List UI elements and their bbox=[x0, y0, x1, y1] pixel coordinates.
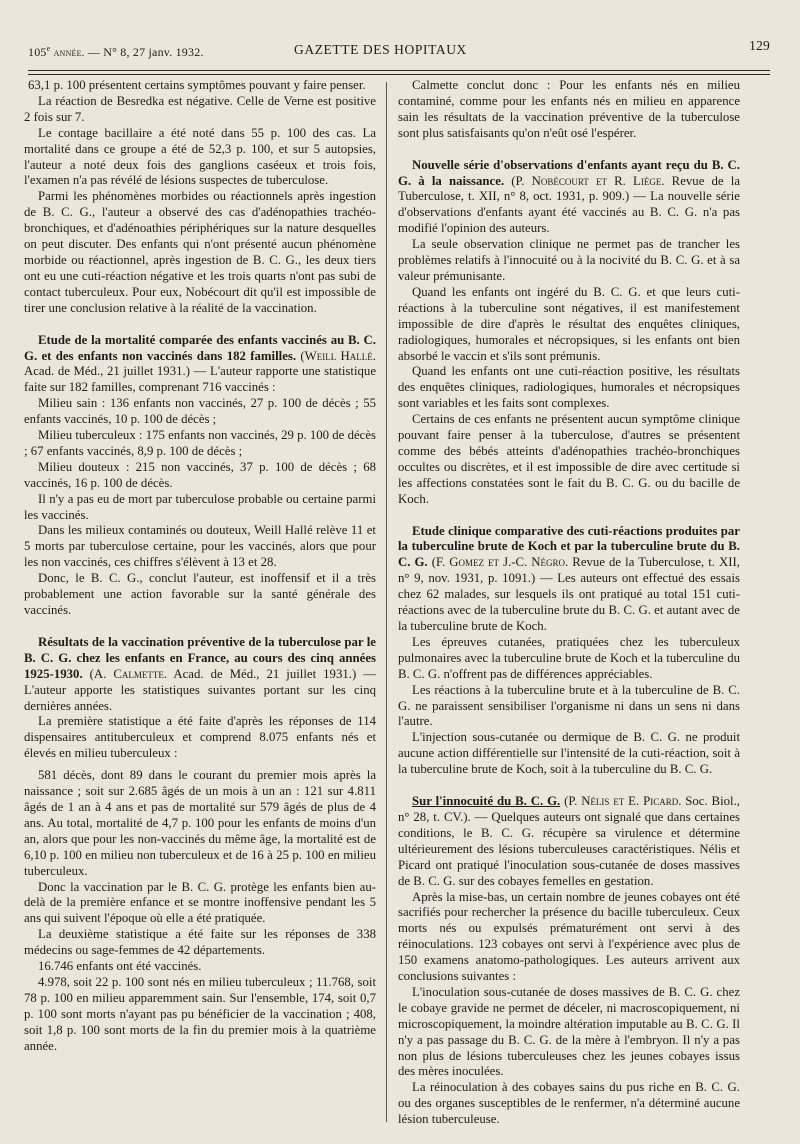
paragraph: La deuxième statistique a été faite sur les réponses de 338 médecins ou sage-femmes de 42 départements. bbox=[24, 927, 376, 958]
ref-open: ( bbox=[300, 348, 305, 363]
paragraph: Les épreuves cutanées, pratiquées chez les tuberculeux pulmonaires avec la tuberculine brute de Koch et la tuberculine du B. C. G. n'offrent pas de différences appréciables. bbox=[398, 634, 740, 681]
ref-open: (A. bbox=[89, 666, 114, 681]
left-column bbox=[24, 78, 376, 1054]
paragraph: Parmi les phénomènes morbides ou réactionnels après ingestion de B. C. G., l'auteur a observé des cas d'adénopathies trachéo-bronchiques, et d'adénoathies périphériques sur la nature desquelles on peut discuter. Des enfants qui n'ont présenté aucun phénomène morbide ou réactionnel, après ingestion de B. C. G., les deux tiers ont eu une cuti-réaction négative et les trois quarts n'ont pas subi de contact tuberculeux. Pour eux, Nobécourt dit qu'il est impossible de tirer une conclusion relative à la réalité de la vaccination. bbox=[24, 189, 376, 315]
ref-open: (F. bbox=[431, 555, 450, 570]
paragraph: Après la mise-bas, un certain nombre de jeunes cobayes ont été sacrifiés pour rechercher la présence du bacille tuberculeux. Ceux morts nés ou expulsés prématurément ont servi à des réinoculations. 123 cobayes ont servi à l'expérience avec plus de 150 examens anatomo-pathologiques. Les auteurs arrivent aux conclusions suivantes : bbox=[398, 889, 740, 984]
section-title: Sur l'innocuité du B. C. G. bbox=[412, 794, 561, 809]
ref-author: Nobécourt et R. Liège bbox=[531, 173, 662, 188]
journal-title: GAZETTE DES HOPITAUX bbox=[294, 42, 467, 57]
paragraph: Donc, le B. C. G., conclut l'auteur, est inoffensif et il a très probablement une action favorable sur la santé générale des vaccinés. bbox=[24, 571, 376, 617]
paragraph: Milieu tuberculeux : 175 enfants non vaccinés, 29 p. 100 de décès ; 67 enfants vaccinés, 8,9 p. 100 de décès ; bbox=[24, 428, 376, 458]
right-column bbox=[398, 78, 740, 1128]
paragraph: Les réactions à la tuberculine brute et à la tuberculine de B. C. G. ne paraissent sensibiliser l'organisme ni dans un sens ni dans l'autre. bbox=[398, 682, 740, 729]
column-divider bbox=[386, 82, 387, 1122]
ref-text: . Revue de la Tuberculose, t. XII, n° 8, oct. 1931, p. 909.) — La nouvelle série d'observations d'enfants ayant été vaccinés au B. C. G. n'a pas modifié l'opinion des auteurs. bbox=[398, 173, 741, 236]
paragraph: L'inoculation sous-cutanée de doses massives de B. C. G. chez le cobaye gravide ne permet de déceler, ni macroscopiquement, ni microscopiquement, la moindre altération imputable au B. C. G. Il n'y a pas passage du B. C. G. de la mère à l'embryon. Il n'y a pas non plus de lésions tuberculeuses chez les jeunes cobayes issus des mères inoculées. bbox=[398, 984, 740, 1079]
issue-sup: e bbox=[46, 44, 51, 53]
header-rule-thin bbox=[28, 74, 770, 75]
page-header bbox=[28, 36, 770, 64]
section-title: Nouvelle série d'observations d'enfants ayant reçu du B. C. G. à la naissance. bbox=[398, 157, 740, 188]
paragraph: Quand les enfants ont ingéré du B. C. G. et que leurs cuti-réactions à la tuberculine sont négatives, il est manifestement impossible de dire d'après le résultat des enquêtes cliniques, radiologiques, humorales et nécropsiques, si les enfants ont bien absorbé le vaccin et s'ils sont prémunis. bbox=[398, 284, 740, 363]
section-title: Etude de la mortalité comparée des enfants vaccinés au B. C. G. et des enfants non vaccinés dans 182 familles. bbox=[24, 332, 376, 363]
ref-author: Nélis et E. Picard bbox=[581, 794, 679, 809]
issue-word: année. bbox=[53, 47, 85, 59]
paragraph: 63,1 p. 100 présentent certains symptômes pouvant y faire penser. bbox=[28, 78, 366, 92]
paragraph: Le contage bacillaire a été noté dans 55 p. 100 des cas. La mortalité dans ce groupe a été de 52,3 p. 100, et sur 5 autopsies, l'auteur a noté deux fois des ganglions caséeux et trois fois, l'examen n'a pas révélé de lésions suspectes de tuberculose. bbox=[24, 125, 376, 188]
paragraph: Donc la vaccination par le B. C. G. protège les enfants bien au-delà de la première enfance et se montre inoffensive pendant les 5 ans qui suivent l'époque où elle a été pratiquée. bbox=[24, 879, 376, 926]
paragraph: Il n'y a pas eu de mort par tuberculose probable ou certaine parmi les vaccinés. bbox=[24, 491, 376, 522]
paragraph: Milieu douteux : 215 non vaccinés, 37 p. 100 de décès ; 68 vaccinés, 16 p. 100 de décès. bbox=[24, 459, 376, 490]
paragraph: 16.746 enfants ont été vaccinés. bbox=[38, 959, 202, 974]
ref-text: . Acad. de Méd., 21 juillet 1931.) — L'auteur rapporte une statistique faite sur 182 familles, comprenant 716 vaccinés : bbox=[24, 348, 376, 395]
section-heading-mortality bbox=[24, 333, 376, 397]
ref-open: (P. bbox=[564, 794, 582, 809]
paragraph: Calmette conclut donc : Pour les enfants nés en milieu contaminé, comme pour les enfants nés en milieu en apparence sain les résultats de la vaccination préventive de la tuberculose sont plus satisfaisants qu'on n'eût osé l'espérer. bbox=[398, 78, 740, 140]
paragraph: 581 décès, dont 89 dans le courant du premier mois après la naissance ; soit sur 2.685 âgés de un mois à un an : 121 sur 4.811 âgés de 1 an à 4 ans et pas de mortalité sur 579 âgés de plus de 4 ans. Au total, mortalité de 4,7 p. 100 pour les enfants de moins d'un an, alors que pour les non-vaccinés du même âge, la mortalité est de 6,10 p. 100 en milieu non tuberculeux et de 16 à 25 p. 100 en milieu tuberculeux. bbox=[24, 768, 376, 878]
section-title: Etude clinique comparative des cuti-réactions produites par la tuberculine brute de Koch et par la tuberculine brute du B. C. G. bbox=[398, 523, 740, 570]
issue-number: 105 bbox=[28, 45, 47, 59]
ref-text: . Acad. de Méd., 21 juillet 1931.) — L'auteur apporte les statistiques suivantes portant sur les cinq dernières années. bbox=[24, 666, 376, 713]
issue-date: — N° 8, 27 janv. 1932. bbox=[87, 45, 204, 59]
paragraph: Certains de ces enfants ne présentent aucun symptôme clinique pouvant faire penser à la tuberculose, d'autres se présentent comme des bébés atteints d'adénopathies trachéo-bronchiques occultes ou discrètes, et il est impossible de dire avec certitude si les affections constatées sont le fait du B. C. G. ou du bacille de Koch. bbox=[398, 412, 740, 506]
section-heading-vaccination-results bbox=[24, 635, 376, 715]
ref-open: (P. bbox=[511, 173, 532, 188]
ref-text: . Soc. Biol., n° 28, t. CV.). — Quelques auteurs ont signalé que dans certaines conditions, le B. C. G. récupère sa virulence et détermine ultérieurement des lésions tuberculeuses caractéristiques. Nélis et Picard ont pratiqué l'inoculation sous-cutanée de doses massives de B. C. G. sur des cobayes femelles en gestation. bbox=[398, 794, 741, 888]
ref-author: Gomez et J.-C. Négro bbox=[449, 555, 566, 570]
paragraph: Dans les milieux contaminés ou douteux, Weill Hallé relève 11 et 5 morts par tuberculose certaine, pour les vaccinés, alors que pour les non vaccinés, ces chiffres s'élèvent à 13 et 28. bbox=[24, 523, 376, 570]
section-heading-cuti-reactions bbox=[398, 524, 740, 635]
paragraph: La réinoculation à des cobayes sains du pus riche en B. C. G. ou des organes susceptibles de le renfermer, n'a déterminé aucune lésion tuberculeuse. bbox=[398, 1080, 740, 1127]
paragraph: La réaction de Besredka est négative. Celle de Verne est positive 2 fois sur 7. bbox=[24, 93, 376, 124]
ref-author: Weill Hallé bbox=[304, 348, 373, 363]
section-title: Résultats de la vaccination préventive de la tuberculose par le B. C. G. chez les enfants en France, au cours des cinq années 1925-1930. bbox=[24, 634, 376, 681]
section-heading-new-series bbox=[398, 158, 740, 238]
page-number: 129 bbox=[749, 38, 770, 53]
ref-author: Calmette bbox=[113, 666, 164, 681]
paragraph: La première statistique a été faite d'après les réponses de 114 dispensaires antituberculeux et comprend 8.075 enfants nés et élevés en milieu tuberculeux : bbox=[24, 714, 376, 761]
section-heading-innocuity bbox=[398, 794, 740, 889]
header-rule bbox=[28, 70, 770, 71]
paragraph: La seule observation clinique ne permet pas de trancher les problèmes relatifs à l'innocuité ou à la nocivité du B. C. G. et à sa valeur prémunisante. bbox=[398, 237, 740, 283]
paragraph: Milieu sain : 136 enfants non vaccinés, 27 p. 100 de décès ; 55 enfants vaccinés, 10 p. 100 de décès ; bbox=[24, 396, 376, 427]
ref-text: . Revue de la Tuberculose, t. XII, n° 9, nov. 1931, p. 1091.) — Les auteurs ont effectué des essais chez 62 malades, sur lesquels ils ont pratiqué au total 151 cuti-réactions avec de la tuberculine brute du B. C. G. et autant avec de la tuberculine brute de Koch. bbox=[398, 555, 740, 633]
issue-info bbox=[28, 44, 204, 60]
paragraph: L'injection sous-cutanée ou dermique de B. C. G. ne produit aucune action différentielle sur l'intensité de la cuti-réaction, soit à la tuberculine brute de Koch, soit à la tuberculine du B. C. G. bbox=[398, 730, 740, 777]
paragraph: 4.978, soit 22 p. 100 sont nés en milieu tuberculeux ; 11.768, soit 78 p. 100 en milieu apparemment sain. Sur l'ensemble, 174, soit 0,7 p. 100 sont morts n'ayant pas pu bénéficier de la vaccination ; 408, soit 1,8 p. 100 sont morts de la fin du premier mois à la quatrième année. bbox=[24, 974, 376, 1053]
paragraph: Quand les enfants ont une cuti-réaction positive, les résultats des enquêtes cliniques, radiologiques, humorales et nécropsiques sont variables et les faits sont complexes. bbox=[398, 364, 740, 411]
